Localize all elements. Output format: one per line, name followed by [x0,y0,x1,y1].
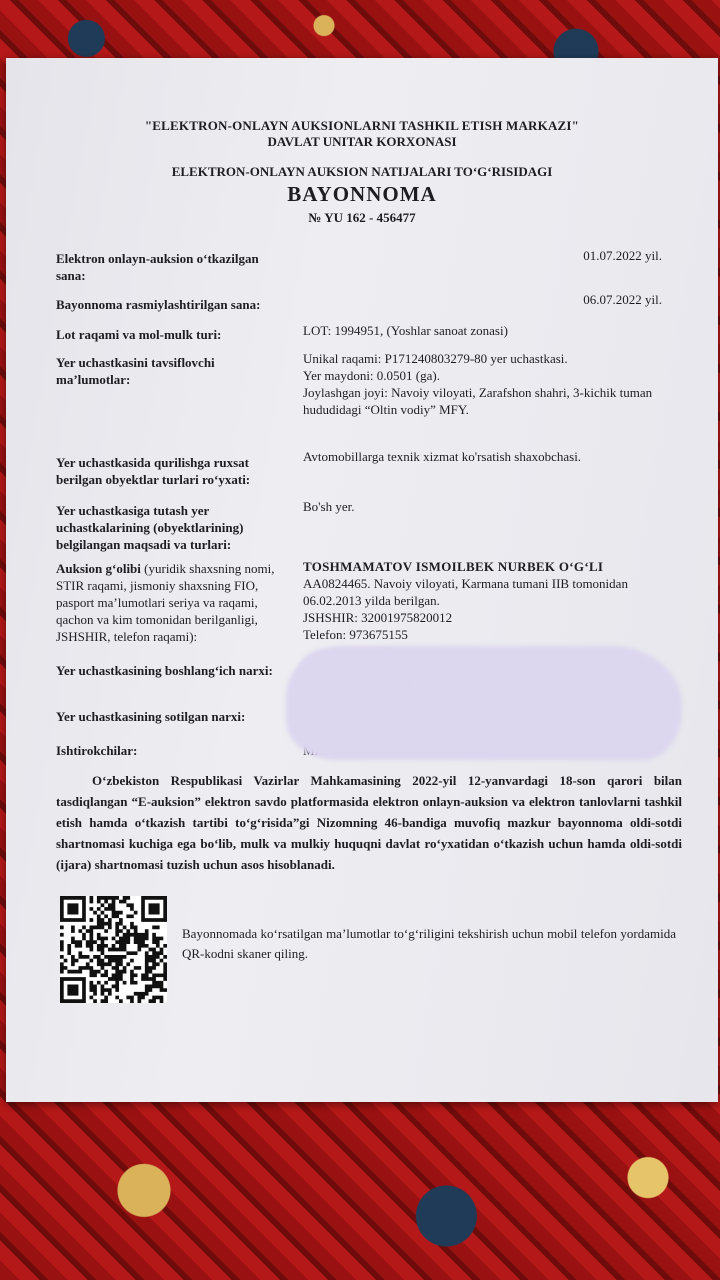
winner-name: TOSHMAMATOV ISMOILBEK NURBEK O‘G‘LI [303,559,604,574]
allowed-objects-label: Yer uchastkasida qurilishga ruxsat berilgan obyektlar turlari ro‘yxati: [56,455,251,487]
legal-paragraph: O‘zbekiston Respublikasi Vazirlar Mahkamasining 2022-yil 12-yanvardagi 18-son qarori bilan tasdiqlangan “E-auksion” elektron savdo platformasida elektron onlayn-auksion va elektron tanlovlarni tashkil etish hamda o‘tkazish tartibi to‘g‘risida”gi Nizomning 46-bandiga muvofiq mazkur bayonnoma oldi-sotdi shartnomasi kuchiga ega bo‘lib, mulk va mulkiy huquqni davlat ro‘yxatidan o‘tkazish uchun hamda oldi-sotdi (ijara) shartnomasi tuzish uchun asos hisoblanadi. [56,773,682,872]
winner-label [56,560,296,645]
adjacent-plots-label: Yer uchastkasiga tutash yer uchastkalarining (obyektlarining) belgilangan maqsadi va turlari: [56,503,244,552]
org-name-line1: "ELEKTRON-ONLAYN AUKSIONLARNI TASHKIL ETISH MARKAZI" [144,118,580,133]
winner-jshshir: JSHSHIR: 32001975820012 [303,610,453,625]
land-unique-number: Unikal raqami: P171240803279-80 yer uchastkasi. [303,351,568,366]
winner-value [303,558,669,643]
auction-date-value: 01.07.2022 yil. [583,248,662,263]
sold-price-label: Yer uchastkasining sotilgan narxi: [56,709,246,724]
land-area: Yer maydoni: 0.0501 (ga). [303,368,440,383]
winner-phone: Telefon: 973675155 [303,627,408,642]
land-info-label: Yer uchastkasini tavsiflovchi ma’lumotlar: [56,355,215,387]
allowed-objects-value: Avtomobillarga texnik xizmat ko'rsatish shaxobchasi. [303,449,582,464]
qr-code-icon [60,896,167,1003]
adjacent-plots-value: Bo'sh yer. [303,499,355,514]
lot-value: LOT: 1994951, (Yoshlar sanoat zonasi) [303,323,508,338]
redaction-overlay-small [298,650,408,700]
winner-passport: AA0824465. Navoiy viloyati, Karmana tumani IIB tomonidan 06.02.2013 yilda berilgan. [303,576,628,608]
start-price-label: Yer uchastkasining boshlang‘ich narxi: [56,663,273,678]
protocol-date-label: Bayonnoma rasmiylashtirilgan sana: [56,297,261,312]
lot-label: Lot raqami va mol-mulk turi: [56,327,222,342]
participants-label: Ishtirokchilar: [56,743,138,758]
qr-code-graphic [60,896,167,1003]
qr-modules [60,896,167,1003]
auction-date-label: Elektron onlayn-auksion o‘tkazilgan sana: [56,251,259,283]
winner-label-details: (yuridik shaxsning nomi, STIR raqami, jismoniy shaxsning FIO, pasport ma’lumotlari seriya va raqami, qachon va kim tomonidan berilganligi, JSHSHIR, telefon raqami): [56,561,275,644]
winner-label-title: Auksion g‘olibi [56,561,141,576]
land-info-value [303,350,669,418]
land-location: Joylashgan joyi: Navoiy viloyati, Zarafshon shahri, 3-kichik tuman hududidagi “Oltin vodiy” MFY. [303,385,653,417]
document-number: № YU 162 - 456477 [308,210,416,225]
document-subtitle: ELEKTRON-ONLAYN AUKSION NATIJALARI TO‘G‘RISIDAGI [171,164,553,179]
protocol-date-value: 06.07.2022 yil. [583,292,662,307]
document-sheet [6,58,718,1102]
document-title: BAYONNOMA [287,182,437,206]
qr-instruction: Bayonnomada ko‘rsatilgan ma’lumotlar to‘g‘riligini tekshirish uchun mobil telefon yordamida QR-kodni skaner qiling. [182,926,676,961]
org-name-line2: DAVLAT UNITAR KORXONASI [267,134,457,149]
